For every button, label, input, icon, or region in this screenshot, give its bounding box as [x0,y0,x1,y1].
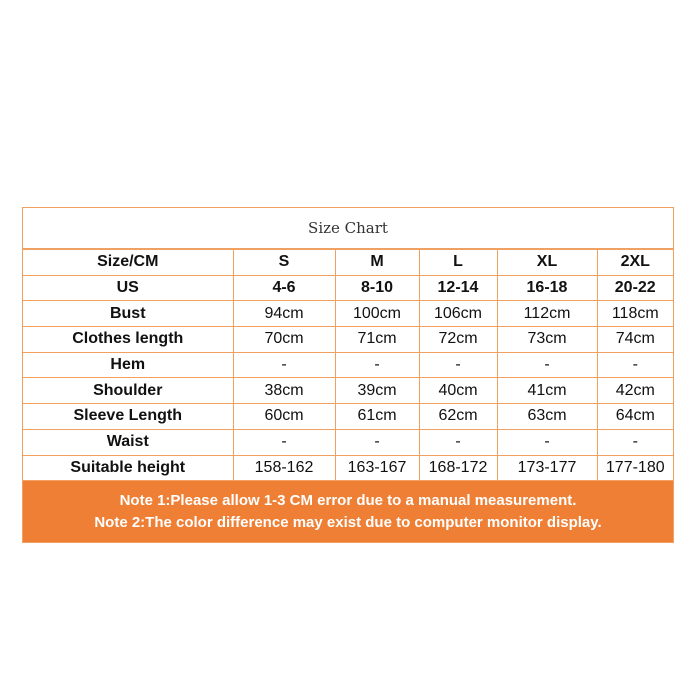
table-cell: 64cm [597,404,673,430]
table-cell: 173-177 [497,455,597,480]
note-2: Note 2:The color difference may exist due to computer monitor display. [94,513,602,531]
table-cell: 71cm [335,327,419,353]
table-cell: 177-180 [597,455,673,480]
table-cell: - [335,352,419,378]
table-row [23,455,673,480]
table-cell: - [597,352,673,378]
table-cell: 60cm [233,404,335,430]
table-cell: 41cm [497,378,597,404]
table-cell: - [233,429,335,455]
row-label: Bust [23,301,233,327]
row-label: Hem [23,352,233,378]
size-table-body [23,250,673,481]
table-cell: 62cm [419,404,497,430]
table-cell: 163-167 [335,455,419,480]
table-cell: 72cm [419,327,497,353]
table-cell: 168-172 [419,455,497,480]
table-cell: - [335,429,419,455]
notes-banner [23,480,673,542]
table-cell: 40cm [419,378,497,404]
table-cell: - [597,429,673,455]
row-label: Clothes length [23,327,233,353]
table-cell: 8-10 [335,275,419,301]
table-cell: 61cm [335,404,419,430]
table-cell: 16-18 [497,275,597,301]
table-cell: 42cm [597,378,673,404]
table-row [23,378,673,404]
header-cell: 2XL [597,250,673,276]
row-label: Waist [23,429,233,455]
header-row [23,250,673,276]
chart-title: Size Chart [23,208,673,249]
note-1: Note 1:Please allow 1-3 CM error due to a manual measurement. [119,491,577,509]
table-row [23,327,673,353]
table-cell: - [419,429,497,455]
table-row [23,301,673,327]
table-cell: - [233,352,335,378]
header-cell: XL [497,250,597,276]
table-cell: 63cm [497,404,597,430]
size-table [23,249,673,480]
table-row [23,404,673,430]
table-cell: 70cm [233,327,335,353]
row-label: Sleeve Length [23,404,233,430]
table-cell: 118cm [597,301,673,327]
table-cell: 12-14 [419,275,497,301]
table-cell: - [497,352,597,378]
table-cell: - [497,429,597,455]
table-cell: 74cm [597,327,673,353]
row-label: Suitable height [23,455,233,480]
table-row [23,352,673,378]
table-cell: 20-22 [597,275,673,301]
size-chart [22,207,674,543]
table-cell: 94cm [233,301,335,327]
table-cell: 158-162 [233,455,335,480]
table-cell: 39cm [335,378,419,404]
header-cell: S [233,250,335,276]
table-cell: 73cm [497,327,597,353]
table-cell: 106cm [419,301,497,327]
row-label: US [23,275,233,301]
header-cell: Size/CM [23,250,233,276]
table-cell: 100cm [335,301,419,327]
row-label: Shoulder [23,378,233,404]
header-cell: L [419,250,497,276]
table-row [23,429,673,455]
table-cell: 112cm [497,301,597,327]
table-cell: 38cm [233,378,335,404]
table-row [23,275,673,301]
table-cell: 4-6 [233,275,335,301]
header-cell: M [335,250,419,276]
table-cell: - [419,352,497,378]
